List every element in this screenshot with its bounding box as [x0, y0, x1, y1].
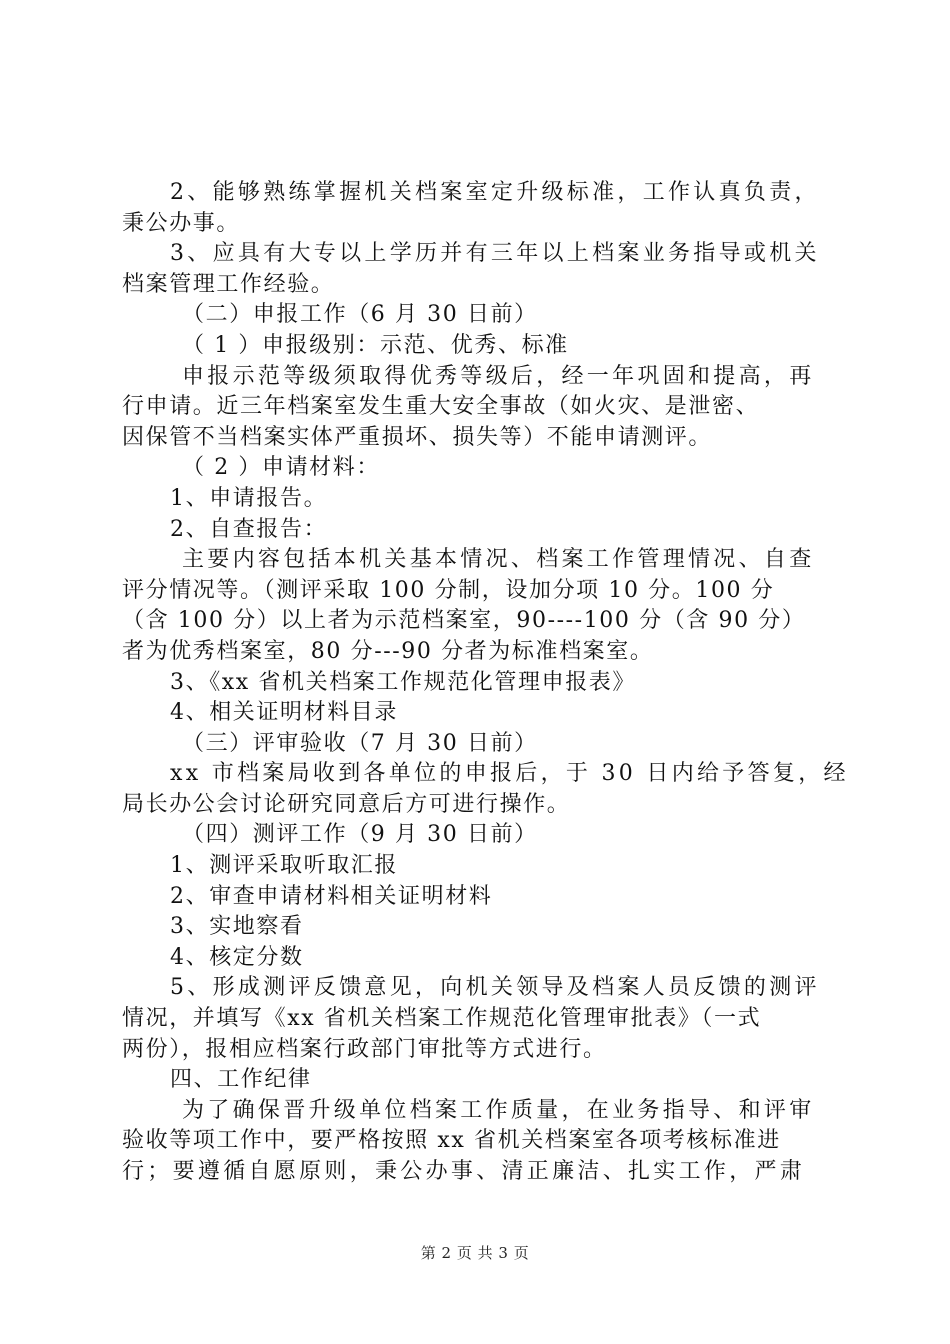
list-item: 4、核定分数 [170, 944, 304, 970]
section-heading: 四、工作纪律 [170, 1067, 312, 1093]
paragraph-line: （含 100 分）以上者为示范档案室，90----100 分（含 90 分） [122, 608, 806, 634]
list-item: 1、申请报告。 [170, 485, 328, 511]
paragraph-line: 3、应具有大专以上学历并有三年以上档案业务指导或机关 [170, 241, 820, 267]
paragraph-line: 档案管理工作经验。 [122, 271, 335, 297]
subsection-heading: （ 2 ）申请材料： [182, 455, 380, 481]
document-body [122, 178, 849, 1188]
paragraph-line: 2、能够熟练掌握机关档案室定升级标准，工作认真负责， [170, 180, 820, 205]
paragraph-line: 主要内容包括本机关基本情况、档案工作管理情况、自查 [182, 547, 815, 573]
paragraph-line: xx 市档案局收到各单位的申报后，于 30 日内给予答复，经 [170, 761, 849, 787]
list-item: 3、《xx 省机关档案工作规范化管理申报表》 [170, 669, 637, 695]
paragraph-line: 申报示范等级须取得优秀等级后，经一年巩固和提高，再 [182, 363, 815, 389]
subsection-heading: （ 1 ）申报级别：示范、优秀、标准 [182, 332, 569, 358]
page-number-footer: 第 2 页 共 3 页 [420, 1244, 530, 1262]
paragraph-line: 行；要遵循自愿原则，秉公办事、清正廉洁、扎实工作，严肃 [122, 1159, 806, 1184]
paragraph-line: 因保管不当档案实体严重损坏、损失等）不能申请测评。 [122, 424, 713, 450]
list-item: 4、相关证明材料目录 [170, 700, 398, 726]
paragraph-line: 评分情况等。（测评采取 100 分制，设加分项 10 分。100 分 [122, 577, 775, 603]
paragraph-line: 者为优秀档案室，80 分---90 分者为标准档案室。 [122, 638, 654, 664]
paragraph-line: 行申请。近三年档案室发生重大安全事故（如火灾、是泄密、 [122, 394, 760, 420]
list-item: 1、测评采取听取汇报 [170, 853, 398, 879]
paragraph-line: 两份），报相应档案行政部门审批等方式进行。 [122, 1036, 607, 1062]
paragraph-line: 秉公办事。 [122, 210, 241, 236]
paragraph-line: 验收等项工作中，要严格按照 xx 省机关档案室各项考核标准进 [122, 1128, 781, 1154]
paragraph-line: 为了确保晋升级单位档案工作质量，在业务指导、和评审 [182, 1097, 815, 1123]
list-item: 2、审查申请材料相关证明材料 [170, 883, 493, 909]
list-item: 2、自查报告： [170, 516, 328, 542]
paragraph-line: 局长办公会讨论研究同意后方可进行操作。 [122, 791, 571, 817]
list-item: 3、实地察看 [170, 914, 304, 940]
section-heading: （三）评审验收（7 月 30 日前） [182, 730, 538, 756]
paragraph-line: 情况，并填写《xx 省机关档案工作规范化管理审批表》（一式 [122, 1006, 762, 1032]
section-heading: （二）申报工作（6 月 30 日前） [182, 302, 538, 328]
list-item: 5、形成测评反馈意见，向机关领导及档案人员反馈的测评 [170, 975, 820, 1001]
section-heading: （四）测评工作（9 月 30 日前） [182, 822, 538, 848]
